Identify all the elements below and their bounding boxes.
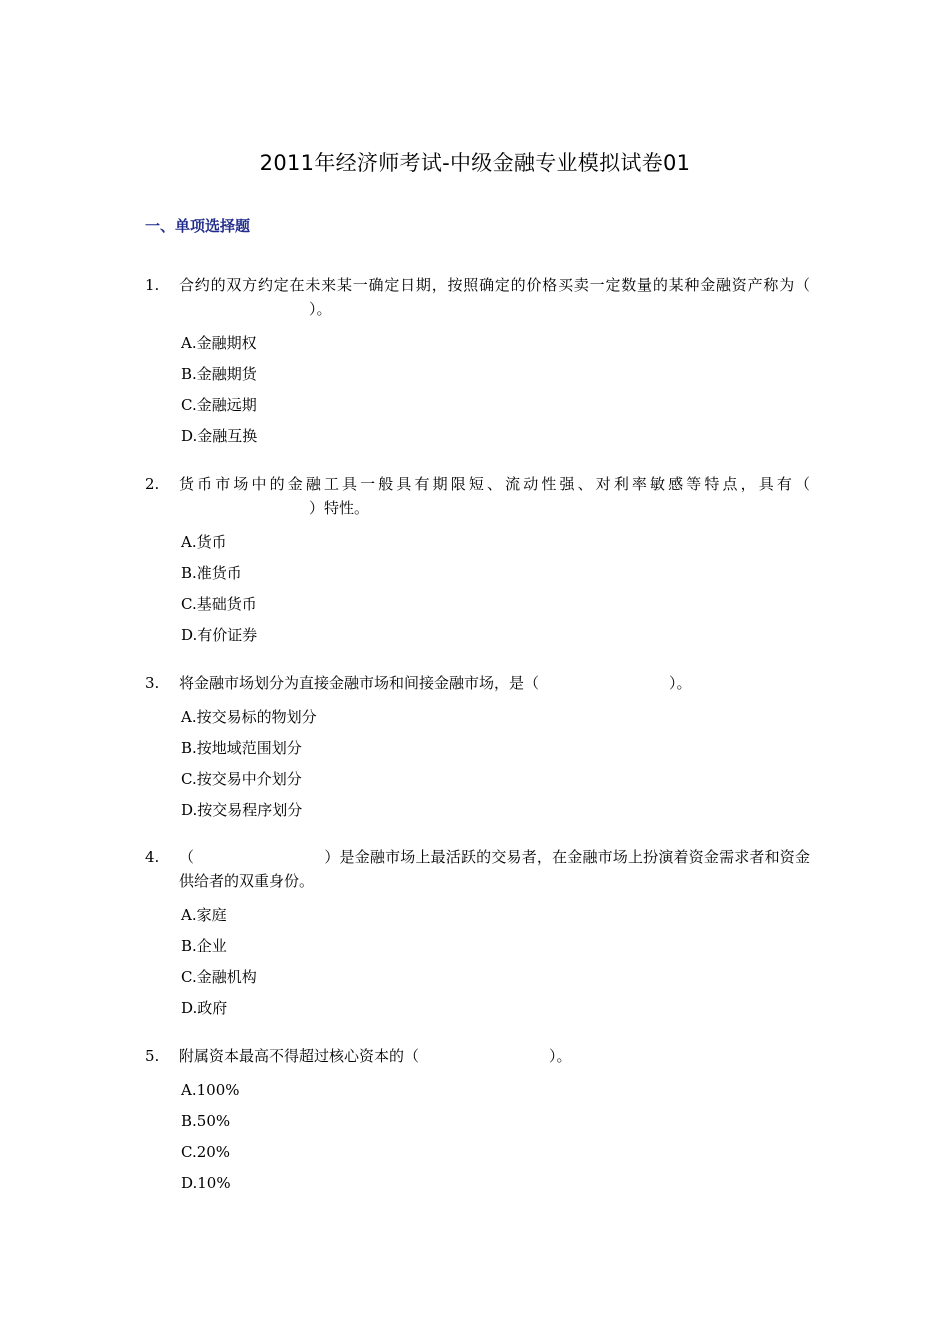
option-b: B.企业 [181, 937, 227, 955]
question-number: 1. [145, 276, 160, 294]
question-stem [145, 472, 810, 520]
question-text: 合约的双方约定在未来某一确定日期，按照确定的价格买卖一定数量的某种金融资产称为（）。 [179, 276, 810, 318]
option-c: C.金融远期 [181, 396, 257, 414]
document-title: 2011年经济师考试-中级金融专业模拟试卷01 [259, 151, 691, 175]
option-list [181, 328, 810, 452]
question-5 [145, 1044, 810, 1199]
option-list [181, 1075, 810, 1199]
option-d: D.按交易程序划分 [181, 801, 303, 819]
option-b: B.按地域范围划分 [181, 739, 302, 757]
option-a: A.按交易标的物划分 [181, 708, 317, 726]
option-list [181, 527, 810, 651]
question-number: 2. [145, 475, 160, 493]
option-d: D.政府 [181, 999, 228, 1017]
option-c: C.20% [181, 1143, 231, 1161]
option-b: B.准货币 [181, 564, 242, 582]
question-3 [145, 671, 810, 826]
question-text: 货币市场中的金融工具一般具有期限短、流动性强、对利率敏感等特点，具有（）特性。 [179, 475, 810, 517]
question-stem [145, 845, 810, 893]
question-text: 将金融市场划分为直接金融市场和间接金融市场，是（ ）。 [179, 674, 692, 692]
option-list [181, 702, 810, 826]
option-list [181, 900, 810, 1024]
option-b: B.金融期货 [181, 365, 257, 383]
option-d: D.10% [181, 1174, 231, 1192]
question-text: （ ）是金融市场上最活跃的交易者，在金融市场上扮演着资金需求者和资金供给者的双重身份。 [179, 848, 810, 890]
question-stem [145, 1044, 810, 1068]
option-b: B.50% [181, 1112, 231, 1130]
question-stem [145, 671, 810, 695]
option-a: A.100% [181, 1081, 240, 1099]
option-a: A.货币 [181, 533, 227, 551]
question-number: 3. [145, 674, 160, 692]
option-d: D.金融互换 [181, 427, 258, 445]
question-2 [145, 472, 810, 651]
option-a: A.家庭 [181, 906, 227, 924]
option-d: D.有价证券 [181, 626, 258, 644]
option-c: C.金融机构 [181, 968, 257, 986]
question-1 [145, 273, 810, 452]
option-c: C.按交易中介划分 [181, 770, 302, 788]
question-text: 附属资本最高不得超过核心资本的（ ）。 [179, 1047, 572, 1065]
section-heading: 一、单项选择题 [145, 217, 251, 235]
question-stem [145, 273, 810, 321]
option-c: C.基础货币 [181, 595, 257, 613]
question-number: 5. [145, 1047, 160, 1065]
question-4 [145, 845, 810, 1024]
question-number: 4. [145, 848, 160, 866]
option-a: A.金融期权 [181, 334, 257, 352]
